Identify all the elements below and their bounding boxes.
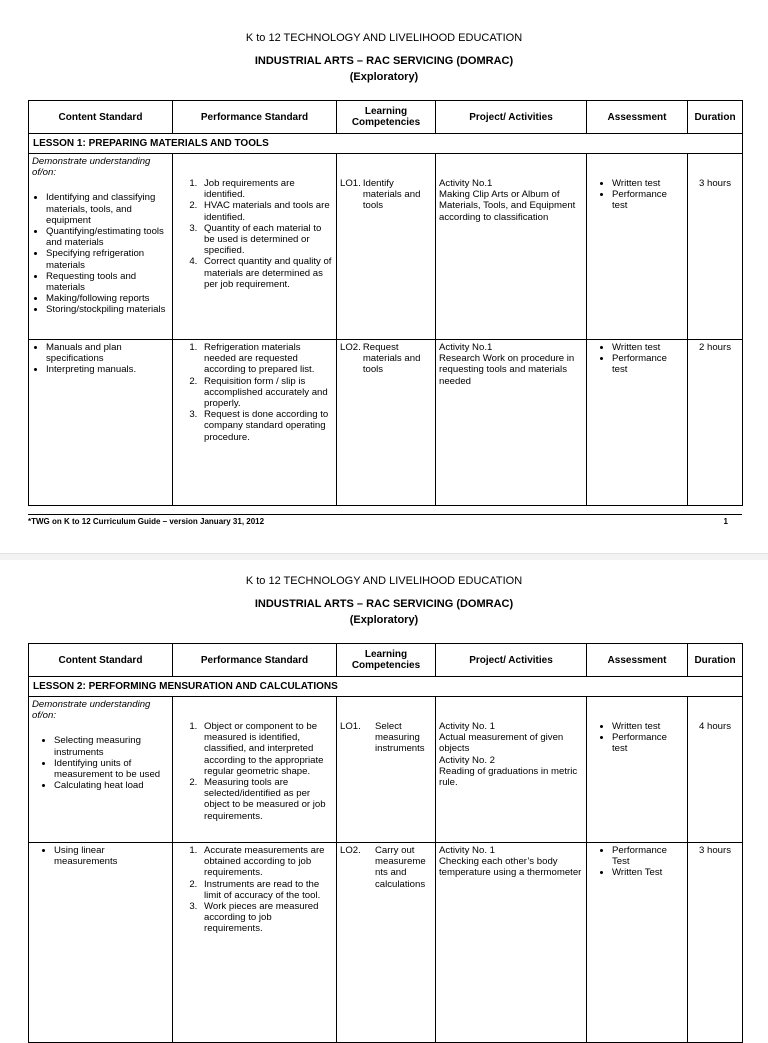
column-header: Project/ Activities	[436, 644, 587, 677]
list-item: 1. Refrigeration materials needed are requested according to prepared list.	[200, 342, 333, 376]
list-item: 4. Correct quantity and quality of materials are determined as per job requirement.	[200, 256, 333, 290]
list-item: • Performance test	[612, 189, 684, 211]
activity-title: Activity No. 1	[439, 845, 495, 856]
activity-text: Reading of graduations in metric rule.	[439, 765, 578, 789]
assessment-list	[590, 721, 684, 755]
lo-code: LO1.	[340, 721, 361, 732]
duration-cell	[688, 340, 743, 506]
column-header: Duration	[688, 101, 743, 134]
lesson-row	[29, 134, 743, 154]
course-subtitle: (Exploratory)	[349, 71, 419, 83]
table-row	[29, 697, 743, 843]
performance-list	[176, 721, 333, 822]
duration-value: 3 hours	[699, 178, 731, 189]
content-list	[32, 845, 169, 867]
list-item: 3. Request is done according to company standard operating procedure.	[200, 409, 333, 443]
column-header: Performance Standard	[173, 644, 337, 677]
curriculum-table	[28, 643, 743, 1043]
list-item: • Making/following reports	[46, 293, 169, 304]
activity-text: Making Clip Arts or Album of Materials, Tools, and Equipment according to classification	[439, 189, 576, 223]
duration-value: 3 hours	[699, 845, 731, 856]
lo-code: LO2.	[340, 845, 361, 856]
list-item: 1. Job requirements are identified.	[200, 178, 333, 200]
list-item: • Specifying refrigeration materials	[46, 248, 169, 270]
page-footer	[28, 514, 742, 527]
table-header-row	[29, 101, 743, 134]
list-item: • Written test	[612, 721, 684, 732]
column-header: Content Standard	[29, 644, 173, 677]
column-header: Performance Standard	[173, 101, 337, 134]
list-item: 2. HVAC materials and tools are identified.	[200, 200, 333, 222]
list-item: • Written test	[612, 342, 684, 353]
content-standard-cell	[29, 340, 173, 506]
activity-title: Activity No. 2	[439, 754, 495, 766]
list-item: • Requesting tools and materials	[46, 271, 169, 293]
column-header: Assessment	[587, 644, 688, 677]
table-row	[29, 154, 743, 340]
list-item: • Quantifying/estimating tools and materials	[46, 226, 169, 248]
content-list	[32, 342, 169, 376]
table-header-row	[29, 644, 743, 677]
activity-title: Activity No. 1	[439, 721, 495, 732]
column-header: Content Standard	[29, 101, 173, 134]
lo-code: LO2.	[340, 342, 361, 353]
content-intro: Demonstrate understanding of/on:	[32, 699, 151, 722]
column-header: Project/ Activities	[436, 101, 587, 134]
assessment-list	[590, 342, 684, 376]
content-intro: Demonstrate understanding of/on:	[32, 156, 151, 179]
activity-cell	[436, 154, 587, 340]
list-item: • Manuals and plan specifications	[46, 342, 169, 364]
list-item: • Calculating heat load	[54, 780, 169, 791]
duration-value: 2 hours	[699, 342, 731, 353]
list-item: • Performance test	[612, 353, 684, 375]
assessment-cell	[587, 154, 688, 340]
lesson-title: LESSON 1: PREPARING MATERIALS AND TOOLS	[29, 134, 743, 154]
performance-standard-cell	[173, 154, 337, 340]
list-item: 1. Object or component to be measured is identified, classified, and interpreted according to the appropriate regular geometric shape.	[200, 721, 333, 777]
list-item: • Written test	[612, 178, 684, 189]
activity-text: Actual measurement of given objects	[439, 732, 564, 755]
lesson-title: LESSON 2: PERFORMING MENSURATION AND CALCULATIONS	[29, 677, 743, 697]
lo-text: Identify materials and tools	[362, 178, 421, 212]
content-list	[32, 192, 169, 315]
activity-title: Activity No.1	[439, 342, 493, 353]
assessment-list	[590, 178, 684, 212]
page-number: 1	[723, 517, 728, 526]
performance-standard-cell	[173, 843, 337, 1043]
list-item: • Written Test	[612, 867, 684, 878]
activity-title: Activity No.1	[439, 178, 493, 189]
list-item: 1. Accurate measurements are obtained according to job requirements.	[200, 845, 333, 879]
performance-standard-cell	[173, 697, 337, 843]
column-header: Assessment	[587, 101, 688, 134]
list-item: • Performance Test	[612, 845, 684, 867]
list-item: • Storing/stockpiling materials	[46, 304, 169, 315]
course-title: INDUSTRIAL ARTS – RAC SERVICING (DOMRAC)	[254, 55, 514, 67]
performance-list	[176, 845, 333, 935]
assessment-cell	[587, 843, 688, 1043]
duration-cell	[688, 154, 743, 340]
list-item: • Selecting measuring instruments	[54, 735, 169, 757]
column-header: Learning Competencies	[337, 101, 436, 134]
document-page-2	[0, 556, 768, 1024]
assessment-list	[590, 845, 684, 879]
department-title: K to 12 TECHNOLOGY AND LIVELIHOOD EDUCATION	[245, 32, 523, 44]
activity-text: Checking each other’s body temperature using a thermometer	[439, 856, 582, 879]
list-item: 3. Work pieces are measured according to job requirements.	[200, 901, 333, 935]
lesson-row	[29, 677, 743, 697]
performance-list	[176, 178, 333, 290]
list-item: 2. Requisition form / slip is accomplished accurately and properly.	[200, 376, 333, 410]
list-item: 2. Instruments are read to the limit of accuracy of the tool.	[200, 879, 333, 901]
lo-code: LO1.	[340, 178, 361, 189]
list-item: 2. Measuring tools are selected/identified as per object to be measured or job requirements.	[200, 777, 333, 822]
list-item: • Performance test	[612, 732, 684, 754]
list-item: • Identifying and classifying materials, tools, and equipment	[46, 192, 169, 226]
table-row	[29, 340, 743, 506]
learning-competency-cell	[337, 154, 436, 340]
content-standard-cell	[29, 154, 173, 340]
course-subtitle: (Exploratory)	[349, 614, 419, 626]
content-list	[32, 735, 169, 791]
list-item: • Using linear measurements	[54, 845, 169, 867]
duration-cell	[688, 843, 743, 1043]
curriculum-table	[28, 100, 743, 506]
list-item: • Interpreting manuals.	[46, 364, 169, 375]
content-standard-cell	[29, 697, 173, 843]
learning-competency-cell	[337, 697, 436, 843]
lo-text: Select measuring instruments	[375, 721, 425, 755]
list-item: 3. Quantity of each material to be used is determined or specified.	[200, 223, 333, 257]
assessment-cell	[587, 340, 688, 506]
footer-text: *TWG on K to 12 Curriculum Guide – version January 31, 2012	[28, 517, 265, 526]
lo-text: Request materials and tools	[362, 342, 421, 376]
lo-text: Carry out measureme nts and calculations	[375, 845, 426, 890]
activity-cell	[436, 843, 587, 1043]
duration-cell	[688, 697, 743, 843]
activity-text: Research Work on procedure in requesting tools and materials needed	[439, 353, 575, 387]
duration-value: 4 hours	[699, 721, 731, 732]
column-header: Duration	[688, 644, 743, 677]
assessment-cell	[587, 697, 688, 843]
learning-competency-cell	[337, 843, 436, 1043]
department-title: K to 12 TECHNOLOGY AND LIVELIHOOD EDUCATION	[245, 575, 523, 587]
activity-cell	[436, 697, 587, 843]
activity-cell	[436, 340, 587, 506]
table-row	[29, 843, 743, 1043]
learning-competency-cell	[337, 340, 436, 506]
course-title: INDUSTRIAL ARTS – RAC SERVICING (DOMRAC)	[254, 598, 514, 610]
content-standard-cell	[29, 843, 173, 1043]
performance-standard-cell	[173, 340, 337, 506]
list-item: • Identifying units of measurement to be used	[54, 758, 169, 780]
column-header: Learning Competencies	[337, 644, 436, 677]
performance-list	[176, 342, 333, 443]
